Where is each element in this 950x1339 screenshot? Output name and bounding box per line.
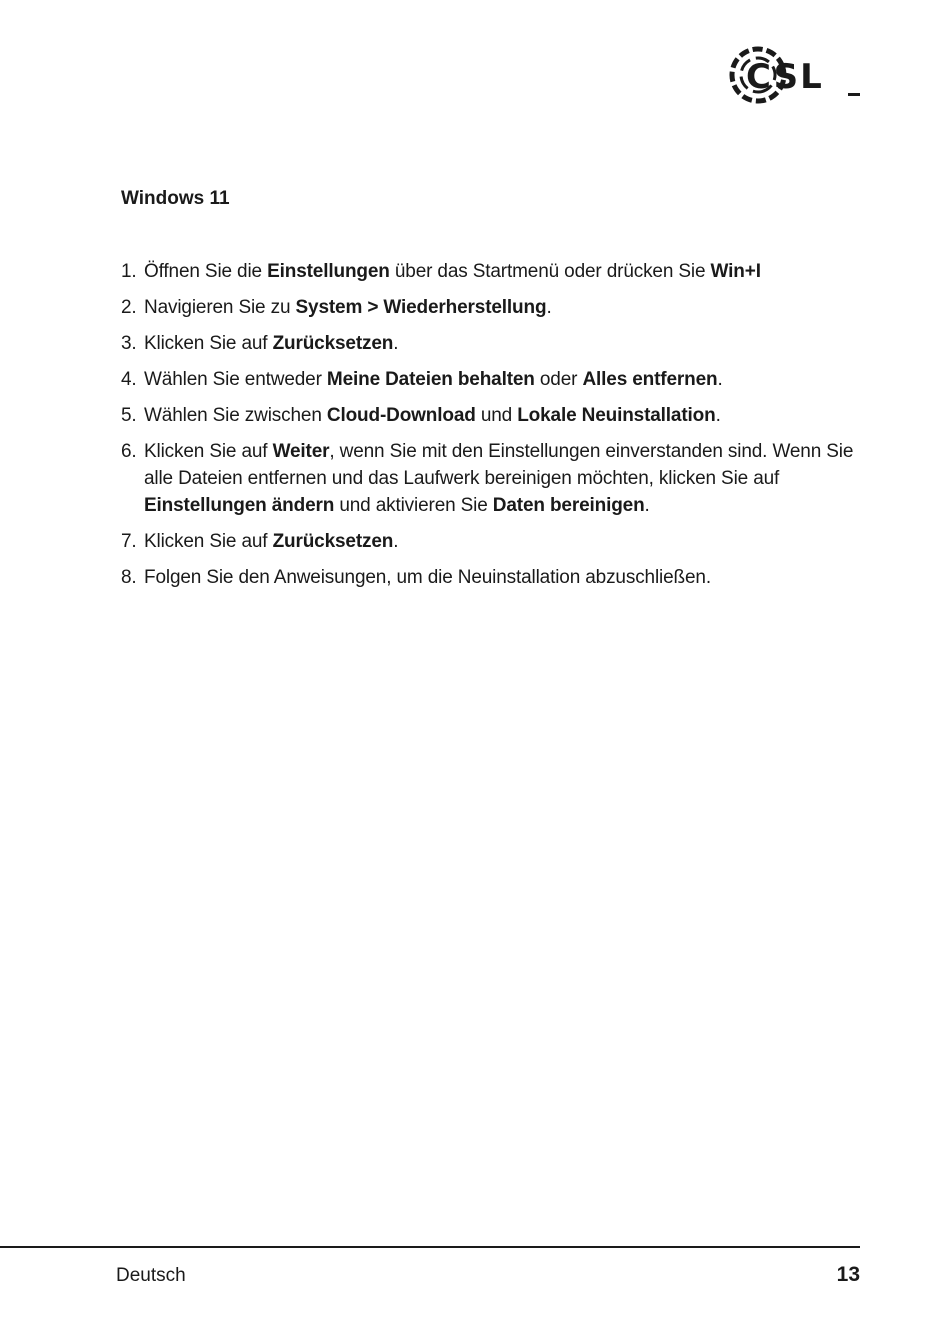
instruction-step	[121, 528, 871, 555]
step-emphasis: Zurücksetzen	[272, 531, 394, 552]
step-text-run: .	[717, 369, 723, 390]
step-text-run: Öffnen Sie die	[144, 261, 268, 282]
step-text-run: über das Startmenü oder drücken Sie	[389, 261, 711, 282]
instruction-step	[121, 294, 871, 321]
step-emphasis: Alles entfernen	[582, 369, 718, 390]
page-number: 13	[836, 1263, 860, 1286]
step-text	[144, 531, 398, 552]
step-text-run: Wählen Sie entweder	[144, 369, 327, 390]
csl-logo-icon	[728, 40, 862, 110]
step-text-run: , wenn Sie mit den Einstellungen einverstanden sind. Wenn Sie alle Dateien entfernen und das Laufwerk bereinigen möchten, klicken Sie auf	[144, 441, 854, 489]
step-text-run: .	[546, 297, 552, 318]
step-text-run: Wählen Sie zwischen	[144, 405, 327, 426]
step-number: 2.	[121, 297, 137, 318]
csl-logo	[728, 40, 862, 110]
step-emphasis: System > Wiederherstellung	[295, 297, 547, 318]
step-text	[144, 297, 552, 318]
step-emphasis: Daten bereinigen	[492, 495, 645, 516]
instruction-step	[121, 402, 871, 429]
footer-divider	[0, 1246, 860, 1248]
step-emphasis: Cloud-Download	[326, 405, 476, 426]
step-number: 3.	[121, 333, 137, 354]
step-text	[144, 369, 723, 390]
step-number: 8.	[121, 567, 137, 588]
instruction-step	[121, 330, 871, 357]
step-number: 6.	[121, 441, 137, 462]
step-text-run: Klicken Sie auf	[144, 441, 273, 462]
step-text-run: und	[475, 405, 518, 426]
step-text-run: Klicken Sie auf	[144, 531, 273, 552]
step-text-run: oder	[534, 369, 583, 390]
step-text-run: .	[715, 405, 721, 426]
step-emphasis: Einstellungen	[267, 261, 390, 282]
instruction-step	[121, 366, 871, 393]
step-emphasis: Meine Dateien behalten	[326, 369, 535, 390]
step-text	[144, 261, 761, 282]
step-emphasis: Lokale Neuinstallation	[517, 405, 716, 426]
step-text-run: .	[644, 495, 650, 516]
footer-language: Deutsch	[116, 1265, 186, 1286]
step-number: 4.	[121, 369, 137, 390]
instruction-step	[121, 564, 871, 591]
step-text-run: .	[393, 531, 399, 552]
step-number: 1.	[121, 261, 137, 282]
step-text	[144, 441, 853, 516]
step-text	[144, 333, 398, 354]
section-heading: Windows 11	[121, 188, 230, 209]
instruction-step	[121, 258, 871, 285]
step-text-run: und aktivieren Sie	[334, 495, 493, 516]
step-number: 5.	[121, 405, 137, 426]
step-text-run: Folgen Sie den Anweisungen, um die Neuinstallation abzuschließen.	[144, 567, 711, 588]
step-emphasis: Einstellungen ändern	[144, 495, 335, 516]
step-emphasis: Zurücksetzen	[272, 333, 394, 354]
step-text	[144, 567, 711, 588]
csl-logo-text: CSL	[746, 57, 824, 97]
step-text	[144, 405, 721, 426]
step-emphasis: Weiter	[272, 441, 330, 462]
step-number: 7.	[121, 531, 137, 552]
step-text-run: .	[393, 333, 399, 354]
step-text-run: Klicken Sie auf	[144, 333, 273, 354]
step-emphasis: Win+I	[710, 261, 761, 282]
instruction-step	[121, 438, 871, 519]
step-text-run: Navigieren Sie zu	[144, 297, 296, 318]
instruction-list	[121, 258, 871, 600]
